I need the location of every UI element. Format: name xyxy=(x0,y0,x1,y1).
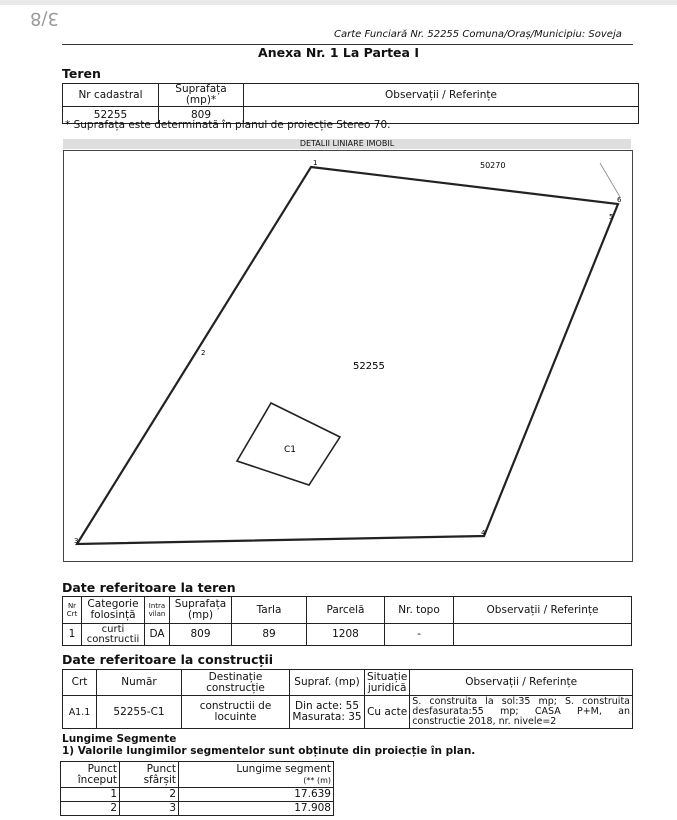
date-teren-heading: Date referitoare la teren xyxy=(62,580,236,595)
constructii-header-crt: Crt xyxy=(63,670,97,696)
point-3: 3 xyxy=(74,537,79,545)
lungime-header-start: Punct început xyxy=(61,762,120,788)
teren-suprafata: 809 xyxy=(159,107,244,124)
teren-header-suprafata: Suprafața (mp)* xyxy=(159,84,244,107)
point-4: 4 xyxy=(481,529,486,537)
point-6: 6 xyxy=(617,196,622,204)
constructii-header-destinatie: Destinație construcție xyxy=(182,670,290,696)
document-header: Carte Funciară Nr. 52255 Comuna/Oraș/Municipiu: Soveja xyxy=(334,29,622,40)
date-teren-header-nrtopo: Nr. topo xyxy=(385,597,454,624)
page-title: Anexa Nr. 1 La Partea I xyxy=(258,45,419,60)
teren-heading: Teren xyxy=(62,66,101,81)
lungime-header-length-unit: (** (m) xyxy=(303,775,331,785)
teren-header-cadastral: Nr cadastral xyxy=(63,84,159,107)
point-1: 1 xyxy=(313,159,318,167)
constructii-destinatie: constructii de locuinte xyxy=(182,696,290,729)
suprafata-note: * Suprafața este determinată în planul de proiecție Stereo 70. xyxy=(65,119,391,131)
date-teren-suprafata: 809 xyxy=(170,624,232,646)
teren-cadastral: 52255 xyxy=(63,107,159,124)
parcel-label: 52255 xyxy=(353,361,385,372)
date-teren-nrtopo: - xyxy=(385,624,454,646)
date-teren-nr: 1 xyxy=(63,624,82,646)
constructii-observatii: S. construita la sol:35 mp; S. construita desfasurata:55 mp; CASA P+M, an constructie 2018, nr. nivele=2 xyxy=(410,696,633,729)
constructii-header-numar: Număr xyxy=(97,670,182,696)
building-c1-outline xyxy=(237,403,340,485)
lungime-row-1-start: 1 xyxy=(61,788,120,802)
lungime-subheading: 1) Valorile lungimilor segmentelor sunt obținute din proiecție în plan. xyxy=(62,745,476,757)
date-teren-categorie: curti constructii xyxy=(82,624,145,646)
date-teren-header-nr: Nr Crt xyxy=(63,597,82,624)
constructii-numar: 52255-C1 xyxy=(97,696,182,729)
constructii-supraf xyxy=(290,696,365,729)
point-5: 5 xyxy=(609,213,614,221)
lungime-table xyxy=(60,761,334,816)
lungime-header-length xyxy=(179,762,334,788)
date-teren-tarla: 89 xyxy=(232,624,307,646)
constructii-situatie: Cu acte xyxy=(365,696,410,729)
page-number: 3/8 xyxy=(30,8,59,29)
date-teren-parcela: 1208 xyxy=(307,624,385,646)
lungime-row-1-end: 2 xyxy=(120,788,179,802)
neighbor-label: 50270 xyxy=(480,161,506,170)
constructii-crt: A1.1 xyxy=(63,696,97,729)
date-teren-header-intravilan: Intra vilan xyxy=(145,597,170,624)
plan-header: DETALII LINIARE IMOBIL xyxy=(63,139,631,149)
date-teren-header-tarla: Tarla xyxy=(232,597,307,624)
lungime-header-length-label: Lungime segment xyxy=(236,762,331,775)
lungime-row-1-length: 17.639 xyxy=(179,788,334,802)
scan-edge xyxy=(0,0,677,5)
date-teren-header-suprafata: Suprafața (mp) xyxy=(170,597,232,624)
date-teren-header-observatii: Observații / Referințe xyxy=(454,597,632,624)
constructii-header-situatie: Situație juridică xyxy=(365,670,410,696)
date-teren-intravilan: DA xyxy=(145,624,170,646)
constructii-header-observatii: Observații / Referințe xyxy=(410,670,633,696)
date-teren-observatii xyxy=(454,624,632,646)
lungime-row-2-end: 3 xyxy=(120,802,179,816)
parcel-outline xyxy=(77,167,618,544)
constructii-supraf-masurata: Masurata: 35 xyxy=(292,711,362,723)
constructii-header-supraf: Supraf. (mp) xyxy=(290,670,365,696)
neighbor-boundary xyxy=(600,163,620,197)
constructii-supraf-acte: Din acte: 55 xyxy=(294,700,359,712)
parcel-plan xyxy=(63,150,633,562)
building-label: C1 xyxy=(284,445,297,455)
lungime-row-2-start: 2 xyxy=(61,802,120,816)
lungime-heading: Lungime Segmente xyxy=(62,733,177,745)
lungime-row-2-length: 17.908 xyxy=(179,802,334,816)
date-teren-header-categorie: Categorie folosință xyxy=(82,597,145,624)
teren-table xyxy=(62,83,639,124)
date-constructii-heading: Date referitoare la construcții xyxy=(62,652,274,667)
lungime-header-end: Punct sfârșit xyxy=(120,762,179,788)
date-constructii-table xyxy=(62,669,633,729)
date-teren-header-parcela: Parcelă xyxy=(307,597,385,624)
parcel-drawing xyxy=(64,151,632,561)
teren-header-observatii: Observații / Referințe xyxy=(244,84,639,107)
date-teren-table xyxy=(62,596,632,646)
point-2: 2 xyxy=(201,349,206,357)
